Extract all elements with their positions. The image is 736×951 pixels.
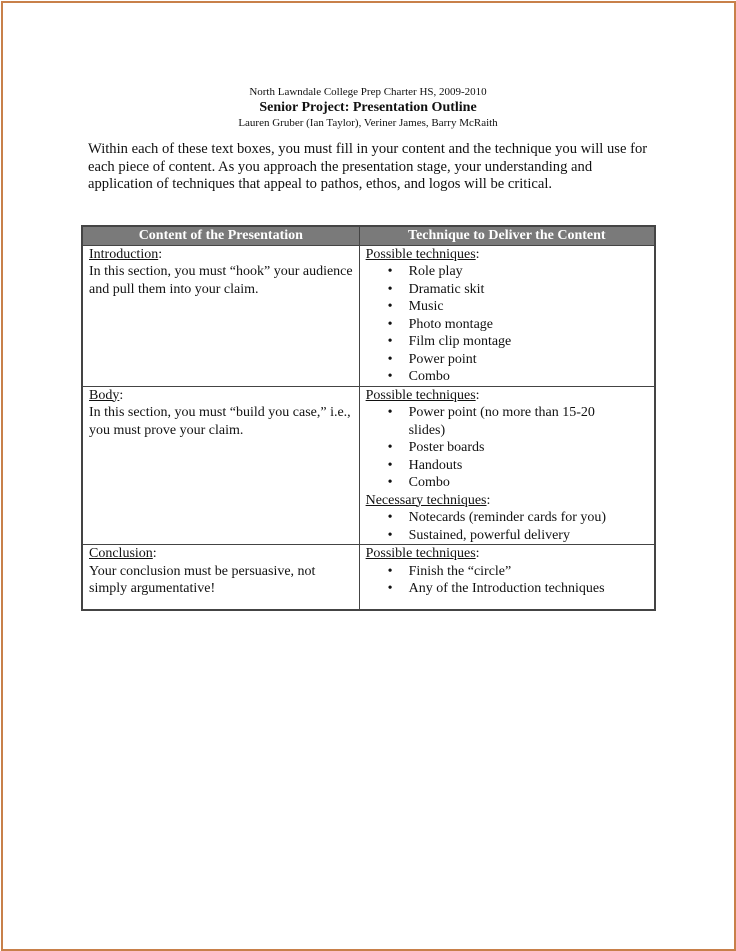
list-item: • Handouts — [387, 457, 463, 473]
intro-line: each piece of content. As you approach the presentation stage, your understanding and — [88, 158, 593, 175]
technique-list — [366, 263, 648, 386]
section-heading: Conclusion: — [89, 546, 157, 561]
list-item: • Sustained, powerful delivery — [387, 527, 570, 543]
document-title: Senior Project: Presentation Outline — [259, 100, 477, 115]
technique-list — [366, 404, 648, 492]
bullet-icon: • — [387, 351, 393, 367]
technique-cell — [359, 386, 655, 545]
section-description: In this section, you must “build you case,” i.e., — [89, 405, 351, 420]
list-item: • Power point — [387, 351, 477, 367]
table-row — [82, 545, 655, 611]
technique-cell — [359, 245, 655, 386]
technique-cell — [359, 545, 655, 611]
school-name: North Lawndale College Prep Charter HS, 2009-2010 — [249, 86, 487, 98]
section-description: you must prove your claim. — [89, 422, 244, 438]
technique-list — [366, 509, 648, 544]
intro-paragraph — [88, 141, 658, 194]
bullet-icon: • — [387, 581, 393, 596]
technique-list — [366, 563, 648, 598]
column-header-technique: Technique to Deliver the Content — [359, 226, 655, 245]
bullet-icon: • — [387, 369, 393, 384]
content-cell — [82, 545, 359, 611]
bullet-icon: • — [387, 440, 393, 455]
content-cell — [82, 245, 359, 386]
authors: Lauren Gruber (Ian Taylor), Veriner James, Barry McRaith — [238, 117, 498, 129]
content-cell — [82, 386, 359, 545]
techniques-label: Possible techniques: — [365, 246, 480, 262]
bullet-icon: • — [387, 281, 393, 297]
bullet-icon: • — [387, 457, 393, 473]
list-item: • Music — [387, 299, 444, 314]
section-heading: Body: — [89, 387, 124, 403]
column-header-content: Content of the Presentation — [82, 226, 359, 245]
techniques-label: Possible techniques: — [365, 387, 480, 403]
bullet-icon: • — [387, 527, 393, 543]
list-item: • Combo — [387, 475, 450, 490]
techniques-label: Necessary techniques: — [365, 492, 491, 508]
techniques-label: Possible techniques: — [365, 546, 480, 561]
bullet-icon: • — [387, 405, 393, 420]
intro-line: Within each of these text boxes, you must fill in your content and the technique you will use for — [88, 141, 648, 157]
section-description: In this section, you must “hook” your audience — [89, 264, 353, 279]
section-description: and pull them into your claim. — [89, 281, 259, 297]
section-description: Your conclusion must be persuasive, not — [89, 563, 316, 579]
bullet-icon: • — [387, 475, 393, 490]
section-description: simply argumentative! — [89, 581, 216, 596]
bullet-icon: • — [387, 316, 393, 332]
outline-table — [81, 225, 656, 611]
section-heading: Introduction: — [89, 246, 163, 262]
list-item: • Notecards (reminder cards for you) — [387, 510, 607, 525]
bullet-icon: • — [387, 264, 393, 279]
intro-line: application of techniques that appeal to pathos, ethos, and logos will be critical. — [88, 176, 553, 192]
bullet-icon: • — [387, 334, 393, 349]
list-item: • Power point (no more than 15-20 slides) — [387, 405, 595, 438]
table-row — [82, 245, 655, 386]
list-item: • Role play — [387, 264, 463, 279]
list-item: • Any of the Introduction techniques — [387, 581, 605, 596]
list-item: • Photo montage — [387, 316, 493, 332]
list-item: • Dramatic skit — [387, 281, 485, 297]
bullet-icon: • — [387, 299, 393, 314]
bullet-icon: • — [387, 510, 393, 525]
table-row — [82, 386, 655, 545]
list-item: • Poster boards — [387, 440, 485, 455]
list-item: • Finish the “circle” — [387, 563, 512, 579]
list-item: • Film clip montage — [387, 334, 512, 349]
bullet-icon: • — [387, 563, 393, 579]
list-item: • Combo — [387, 369, 450, 384]
table-header-row — [82, 226, 655, 245]
